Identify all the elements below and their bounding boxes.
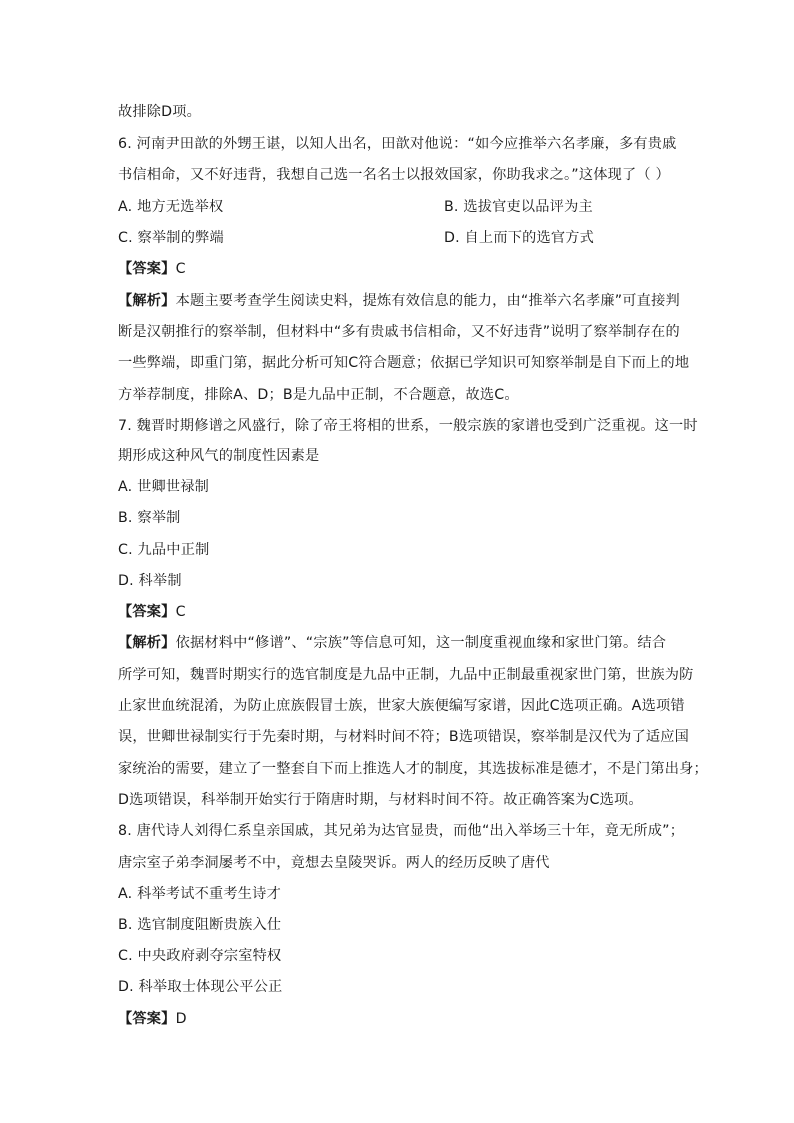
analysis-label: 【解析】: [118, 635, 176, 651]
q6-stem-line: 书信相命，又不好违背，我想自己选一名名士以报效国家，你助我求之。”这体现了（ ）: [118, 167, 670, 183]
q7-option-b: B. 察举制: [118, 510, 181, 526]
q6-analysis-line: [118, 291, 678, 311]
analysis-text: 本题主要考查学生阅读史料，提炼有效信息的能力，由“推举六名孝廉”可直接判: [175, 293, 680, 309]
q8-option-c: C. 中央政府剥夺宗室特权: [118, 948, 282, 964]
q7-analysis-line: D选项错误，科举制开始实行于隋唐时期，与材料时间不符。故正确答案为C选项。: [118, 792, 643, 808]
q7-stem-line: 7. 魏晋时期修谱之风盛行，除了帝王将相的世系，一般宗族的家谱也受到广泛重视。这一时: [118, 418, 698, 434]
q6-analysis-line: 一些弊端，即重门第，据此分析可知C符合题意；依据已学知识可知察举制是自下而上的地: [118, 355, 690, 371]
q6-answer: [118, 259, 678, 279]
q7-option-d: D. 科举制: [118, 573, 182, 589]
answer-value: D: [175, 1011, 187, 1027]
answer-label: 【答案】: [118, 604, 176, 620]
q6-option-b: B. 选拔官吏以品评为主: [444, 199, 593, 215]
q6-option-c: C. 察举制的弊端: [118, 230, 224, 246]
q6-option-a: A. 地方无选举权: [118, 199, 224, 215]
q6-option-d: D. 自上而下的选官方式: [444, 230, 595, 246]
q7-stem-line: 期形成这种风气的制度性因素是: [118, 448, 320, 464]
q7-answer: [118, 602, 678, 622]
q7-analysis-line: [118, 633, 678, 653]
q8-option-b: B. 选官制度阻断贵族入仕: [118, 917, 282, 933]
analysis-text: 依据材料中“修谱”、“宗族”等信息可知，这一制度重视血缘和家世门第。结合: [175, 635, 667, 651]
q7-analysis-line: 家统治的需要，建立了一整套自下而上推选人才的制度，其选拔标准是德才，不是门第出身；: [118, 761, 708, 777]
q7-analysis-line: 止家世血统混淆，为防止庶族假冒士族，世家大族便编写家谱，因此C选项正确。A选项错: [118, 698, 685, 714]
q8-stem-line: 8. 唐代诗人刘得仁系皇亲国戚，其兄弟为达官显贵，而他“出入举场三十年，竟无所成”；: [118, 823, 685, 839]
answer-value: C: [175, 261, 186, 277]
q5-tail-text: 故排除D项。: [118, 104, 202, 120]
analysis-label: 【解析】: [118, 293, 176, 309]
q7-option-a: A. 世卿世禄制: [118, 479, 210, 495]
q6-analysis-line: 方举荐制度，排除A、D；B是九品中正制，不合题意，故选C。: [118, 387, 519, 403]
q7-analysis-line: 误，世卿世禄制实行于先秦时期，与材料时间不符；B选项错误，察举制是汉代为了适应国: [118, 729, 690, 745]
q7-analysis-line: 所学可知，魏晋时期实行的选官制度是九品中正制，九品中正制最重视家世门第，世族为防: [118, 667, 694, 683]
q6-stem-line: 6. 河南尹田歆的外甥王谌，以知人出名，田歆对他说：“如今应推举六名孝廉，多有贵戚: [118, 136, 677, 152]
q8-option-d: D. 科举取士体现公平公正: [118, 979, 283, 995]
q8-option-a: A. 科举考试不重考生诗才: [118, 886, 281, 902]
answer-label: 【答案】: [118, 261, 176, 277]
q7-option-c: C. 九品中正制: [118, 542, 210, 558]
q8-stem-line: 唐宗室子弟李洞屡考不中，竟想去皇陵哭诉。两人的经历反映了唐代: [118, 855, 550, 871]
q6-analysis-line: 断是汉朝推行的察举制，但材料中“多有贵戚书信相命，又不好违背”说明了察举制存在的: [118, 324, 680, 340]
q8-answer: [118, 1009, 678, 1029]
answer-value: C: [175, 604, 186, 620]
answer-label: 【答案】: [118, 1011, 176, 1027]
